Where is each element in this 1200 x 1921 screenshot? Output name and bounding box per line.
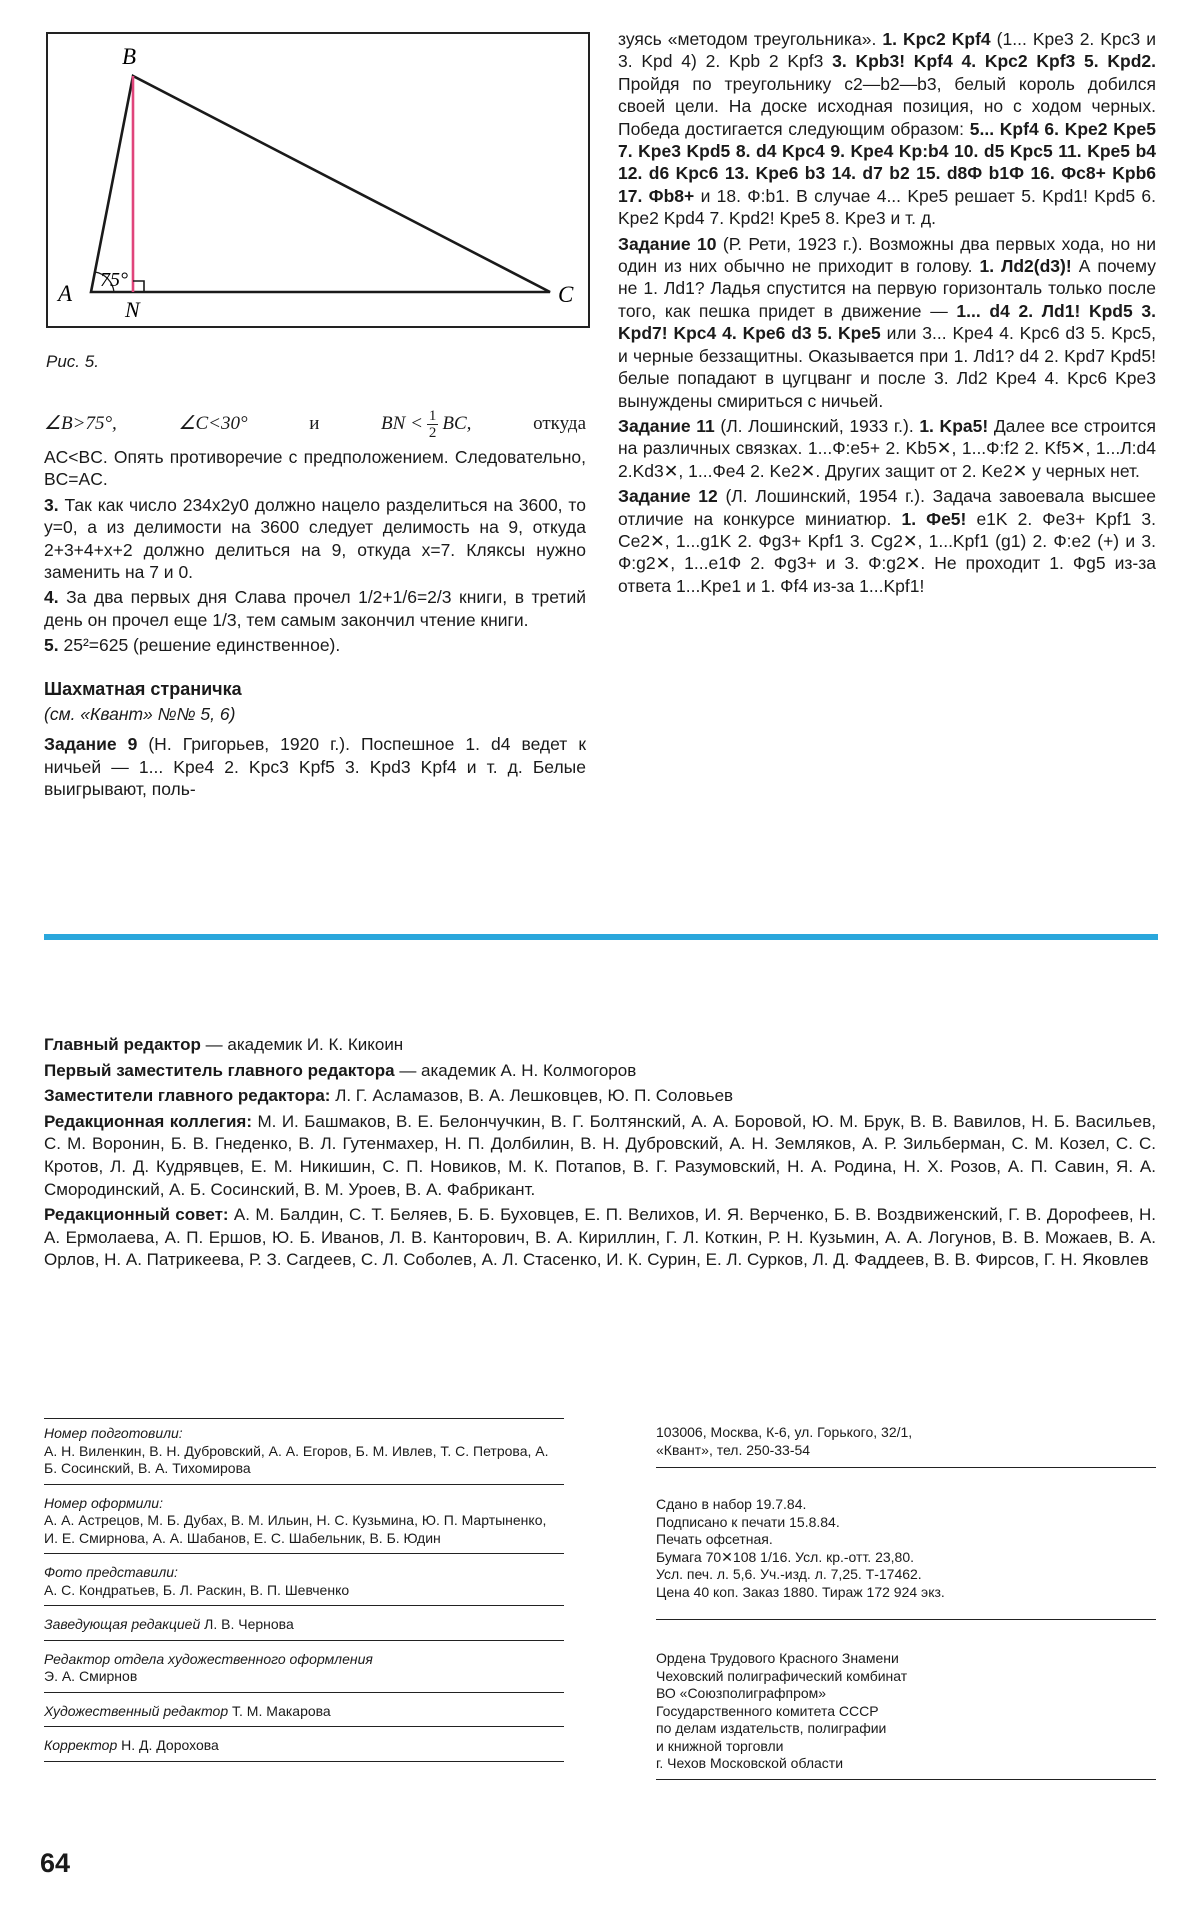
print-info <box>656 1474 1156 1620</box>
print-line-4: Бумага 70✕108 1/16. Усл. кр.-отт. 23,80. <box>656 1548 915 1565</box>
t9-c2: 1. Kpc2 Kpf4 <box>882 29 991 49</box>
deputies-label: Заместители главного редактора: <box>44 1086 331 1106</box>
task-9 <box>44 733 586 800</box>
left-column <box>44 404 586 804</box>
print-line-2: Подписано к печати 15.8.84. <box>656 1513 840 1530</box>
footer-right <box>656 1420 1156 1786</box>
p3-num: 3. <box>44 494 59 515</box>
t11-a: (Л. Лошинский, 1933 г.). <box>720 415 914 436</box>
art-editor-label: Художественный редактор <box>44 1702 229 1719</box>
council-names: А. М. Балдин, С. Т. Беляев, Б. Б. Буховцев, Е. П. Велихов, И. Я. Верченко, Б. В. Воздвиженский, Г. В. Дорофеев, Н. А. Ермолаева, А. П. Ершов, Ю. Б. Иванов, Л. В. Канторович, В. А. Кириллин, Г. Л. Коткин, Р. Н. Кузьмин, А. А. Логунов, В. В. Можаев, В. А. Орлов, Н. А. Патрикеева, Р. З. Сагдеев, С. Л. Соболев, А. Л. Стасенко, И. К. Сурин, Е. Л. Сурков, Л. Д. Фаддеев, В. В. Фирсов, Г. Н. Яковлев <box>44 1205 1156 1270</box>
formula-fraction <box>427 408 439 441</box>
page-number: 64 <box>40 1848 71 1878</box>
formula-bc: BC, <box>442 412 472 434</box>
task-12 <box>618 485 1156 597</box>
formula-bn-text: BN < <box>381 412 423 434</box>
photos-by <box>44 1560 564 1606</box>
editorial-credits <box>44 1034 1156 1275</box>
task-9-continued <box>618 28 1156 230</box>
head-of-office-name: Л. В. Чернова <box>204 1616 294 1632</box>
editorial-council <box>44 1204 1156 1272</box>
task-9-label: Задание 9 <box>44 734 138 755</box>
address-block <box>656 1420 1156 1468</box>
t10-b: 1. Лd2(d3)! <box>979 256 1072 277</box>
t9-c4: 3. Kpb3! Kpf4 4. Kpc2 Kpf3 5. Kpd2. <box>832 51 1156 72</box>
paragraph-4 <box>44 586 586 631</box>
triangle-figure <box>48 34 588 326</box>
task-11-label: Задание 11 <box>618 415 715 436</box>
formula-and: и <box>309 412 320 434</box>
print-line-3: Печать офсетная. <box>656 1531 773 1547</box>
t12-b: 1. Фe5! <box>901 508 967 529</box>
prepared-by-names: А. Н. Виленкин, В. Н. Дубровский, А. А. Егоров, Б. М. Ивлев, Т. С. Петрова, А. Б. Сосинский, В. А. Тихомирова <box>44 1442 549 1476</box>
task-10-label: Задание 10 <box>618 233 717 254</box>
t9-c6: 5... Kpf4 6. Kpe2 Kpe5 7. Kpe3 Kpd5 8. d4 Kpc4 9. Kpe4 Kp:b4 10. d5 Kpc5 11. Kpe5 b4 12. d6 Kpc6 13. Kpe6 b3 14. d7 b2 15. d8Ф b1Ф 16. Фс8+ Kpb6 17. Фb8+ <box>618 118 1156 206</box>
t11-b: 1. Kpa5! <box>919 415 989 436</box>
label-c: C <box>558 282 574 307</box>
board-label: Редакционная коллегия: <box>44 1111 252 1131</box>
print-line-5: Усл. печ. л. 5,6. Уч.-изд. л. 7,25. Т-17462. <box>656 1566 922 1582</box>
formula-angle-b: ∠B>75°, <box>44 412 117 434</box>
art-dept-editor <box>44 1647 564 1693</box>
plant-line-2: Чеховский полиграфический комбинат <box>656 1667 908 1684</box>
angle-label: 75° <box>100 269 128 291</box>
plant-line-6: и книжной торговли <box>656 1737 784 1754</box>
address-line-2: «Квант», тел. 250-33-54 <box>656 1441 811 1458</box>
figure-caption: Рис. 5. <box>46 352 99 371</box>
t10-c: А почему не 1. Лd1? Ладья спустится на первую горизонталь только после того, как пешка придет в движение — <box>618 256 1156 321</box>
chess-section-title: Шахматная страничка <box>44 678 242 699</box>
proofreader <box>44 1733 564 1762</box>
t10-a: (Р. Рети, 1923 г.). Возможны два первых хода, но ни один из них обычно не приходит в голову. <box>618 233 1156 277</box>
p5-num: 5. <box>44 635 59 656</box>
first-deputy <box>44 1060 1156 1083</box>
head-of-office-label: Заведующая редакцией <box>44 1616 201 1632</box>
section-divider <box>44 934 1158 940</box>
printing-plant <box>656 1626 1156 1780</box>
fraction-num: 1 <box>428 407 437 424</box>
task-10 <box>618 233 1156 412</box>
art-editor <box>44 1699 564 1728</box>
plant-line-4: Государственного комитета СССР <box>656 1702 879 1719</box>
p5-text: 25²=625 (решение единственное). <box>63 635 341 656</box>
right-angle-mark <box>133 281 144 292</box>
head-of-office <box>44 1612 564 1641</box>
p3-text: Так как число 234x2y0 должно нацело разделиться на 3600, то y=0, а из делимости на 3600 следует делимость на 9, откуда 2+3+4+x+2 должно делиться на 9, откуда x=7. Кляксы нужно заменить на 7 и 0. <box>44 494 586 583</box>
p4-num: 4. <box>44 587 59 608</box>
editorial-board <box>44 1111 1156 1201</box>
designed-by-names: А. А. Астрецов, М. Б. Дубах, В. М. Ильин, Н. С. Кузьмина, Ю. П. Мартыненко, И. Е. Смирнова, А. А. Шабанов, Е. С. Шабельник, В. Б. Юдин <box>44 1512 547 1546</box>
formula-line <box>44 404 586 444</box>
t12-c: e1K 2. Фe3+ Kpf1 3. Ce2✕, 1...g1K 2. Фg3+ Kpf1 3. Cg2✕, 1...Kpf1 (g1) 2. Ф:e2 (+) и 3. Ф:g2✕, 1...e1Ф 2. Фg3+ и 3. Ф:g2✕. Не проходит 1. Фg5 из-за ответа 1...Kpe1 и 1. Фf4 из-за 1...Kpf1! <box>618 508 1157 596</box>
triangle-abc <box>91 76 550 292</box>
paragraph-5 <box>44 634 586 656</box>
chief-editor <box>44 1034 1156 1057</box>
t10-d: 1... d4 2. Лd1! Kpd5 3. Kpd7! Kpc4 4. Kpe6 d3 5. Kpe5 <box>618 300 1156 344</box>
task-12-label: Задание 12 <box>618 486 718 507</box>
plant-line-1: Ордена Трудового Красного Знамени <box>656 1650 899 1666</box>
plant-line-7: г. Чехов Московской области <box>656 1755 844 1771</box>
proofreader-name: Н. Д. Дорохова <box>121 1737 219 1753</box>
formula-angle-c: ∠C<30° <box>178 412 248 434</box>
chief-editor-label: Главный редактор <box>44 1035 201 1054</box>
deputies <box>44 1085 1156 1108</box>
board-names: М. И. Башмаков, В. Е. Белончучкин, В. Г. Болтянский, А. А. Боровой, Ю. М. Брук, В. В. Вавилов, Н. Б. Васильев, С. М. Воронин, Б. В. Гнеденко, В. Л. Гутенмахер, Н. П. Долбилин, В. Н. Дубровский, А. Н. Земляков, А. Р. Зильберман, С. М. Козел, С. С. Кротов, Л. Д. Кудрявцев, Е. М. Никишин, С. П. Новиков, М. К. Потапов, В. Г. Разумовский, Н. А. Родина, Н. Х. Розов, А. П. Савин, Я. А. Смородинский, А. Б. Сосинский, В. М. Уроев, В. А. Фабрикант. <box>44 1111 1156 1199</box>
plant-line-3: ВО «Союзполиграфпром» <box>656 1685 827 1701</box>
label-a: A <box>58 281 73 306</box>
task-11 <box>618 415 1156 482</box>
designed-by-label: Номер оформили: <box>44 1494 163 1511</box>
figure-frame <box>46 32 590 328</box>
task-9-text: (Н. Григорьев, 1920 г.). Поспешное 1. d4 ведет к ничьей — 1... Kpe4 2. Kpc3 Kpf5 3. Kpd3 Kpf4 и т. д. Белые выигрывают, поль- <box>44 734 586 800</box>
formula-otkuda: откуда <box>533 412 586 434</box>
chess-section-ref: (см. «Квант» №№ 5, 6) <box>44 704 236 725</box>
address-line-1: 103006, Москва, К-6, ул. Горького, 32/1, <box>656 1424 913 1440</box>
formula-bn <box>381 408 471 441</box>
t9-c1: зуясь «методом треугольника». <box>618 29 877 49</box>
first-deputy-label: Первый заместитель главного редактора <box>44 1060 395 1080</box>
t9-c7: и 18. Ф:b1. В случае 4... Kpe5 решает 5. Kpd1! Kpd5 6. Kpe2 Kpd4 7. Kpd2! Kpe5 8. Kpe3 и т. д. <box>618 185 1156 229</box>
photos-by-names: А. С. Кондратьев, Б. Л. Раскин, В. П. Шевченко <box>44 1581 350 1598</box>
print-line-6: Цена 40 коп. Заказ 1880. Тираж 172 924 экз. <box>656 1583 945 1600</box>
designed-by <box>44 1491 564 1555</box>
t9-c5: Пройдя по треугольнику c2—b2—b3, белый король добился своей цели. На доске исходная позиция, но с ходом черных. Победа достигается следующим образом: <box>618 73 1156 139</box>
plant-line-5: по делам издательств, полиграфии <box>656 1720 887 1736</box>
deputies-names: Л. Г. Асламазов, В. А. Лешковцев, Ю. П. Соловьев <box>335 1086 734 1106</box>
prepared-by <box>44 1421 564 1485</box>
t10-e: или 3... Kpe4 4. Kpc6 d3 5. Kpc5, и черные беззащитны. Оказывается при 1. Лd1? d4 2. Kpd7 Kpd5! белые попадают в цугцванг и после 3. Лd2 Kpe4 4. Kpc6 Kpe3 вынуждены смириться с ничьей. <box>618 323 1156 411</box>
prepared-by-label: Номер подготовили: <box>44 1425 183 1441</box>
t9-c3: (1... Kpe3 2. Kpc3 и 3. Kpd 4) 2. Kpb 2 Kpf3 <box>618 29 1156 72</box>
art-dept-name: Э. А. Смирнов <box>44 1668 138 1684</box>
paragraph-contradiction: AC<BC. Опять противоречие с предположением. Следовательно, BC=AC. <box>44 447 586 490</box>
footer-left <box>44 1418 564 1768</box>
photos-by-label: Фото представили: <box>44 1564 178 1580</box>
t11-c: Далее все строится на различных связках. 1...Ф:e5+ 2. Kb5✕, 1...Ф:f2 2. Kf5✕, 1...Л:d4 2.Kd3✕, 1...Фe4 2. Ke2✕. Других защит от 2. Ke2✕ у черных нет. <box>618 415 1156 481</box>
first-deputy-name: — академик А. Н. Колмогоров <box>399 1060 637 1080</box>
fraction-den: 2 <box>428 424 437 441</box>
proofreader-label: Корректор <box>44 1737 118 1753</box>
council-label: Редакционный совет: <box>44 1205 229 1225</box>
print-line-1: Сдано в набор 19.7.84. <box>656 1496 807 1512</box>
paragraph-3 <box>44 494 586 584</box>
p4-text: За два первых дня Слава прочел 1/2+1/6=2/3 книги, в третий день он прочел еще 1/3, тем самым закончил чтение книги. <box>44 587 586 630</box>
chief-editor-name: — академик И. К. Кикоин <box>205 1035 404 1054</box>
t12-a: (Л. Лошинский, 1954 г.). Задача завоевала высшее отличие на конкурсе миниатюр. <box>618 486 1156 529</box>
label-b: B <box>122 44 137 69</box>
art-dept-label: Редактор отдела художественного оформления <box>44 1650 373 1667</box>
right-column <box>618 28 1156 600</box>
label-n: N <box>125 297 140 322</box>
art-editor-name: Т. М. Макарова <box>232 1702 331 1719</box>
